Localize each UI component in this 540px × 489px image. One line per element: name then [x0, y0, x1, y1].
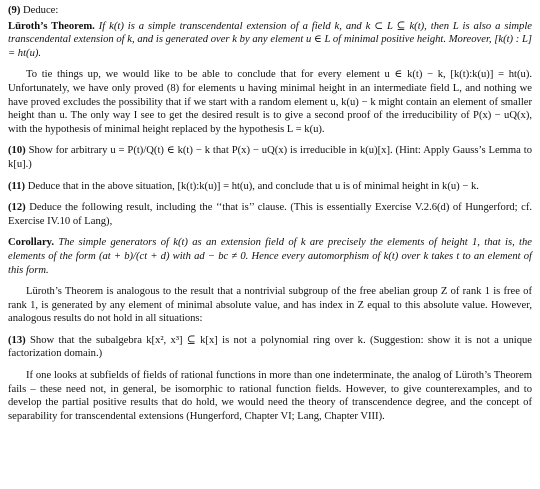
exercise-text: Deduce the following result, including the ‘‘that is’’ clause. (This is essentially Exercise V.2.6(d) of Hungerford; cf. Exercise IV.10 of Lang), — [8, 202, 532, 227]
theorem-heading: Lüroth’s Theorem. — [8, 20, 95, 32]
exercise-number: (13) — [8, 334, 26, 346]
body-paragraph-tie: To tie things up, we would like to be able to conclude that for every element u ∈ k(t) − k, [k(t):k(u)] = ht(u). Unfortunately, we have only proved (8) for elements u having minimal height in an intermediate field L, and nothing we have proved excludes the possibility that if we start with a random element u, k(u) − k might contain an element of smaller height than u. The only way I see to get the desired result is to give a second proof of the irreducibility of P(x) − uQ(x), with the hypothesis of minimal height replaced by the hypothesis L = k(u). — [8, 69, 532, 135]
exercise-13 — [8, 334, 532, 361]
exercise-text: Show for arbitrary u = P(t)/Q(t) ∈ k(t) − k that P(x) − uQ(x) is irreducible in k(u)[x]. (Hint: Apply Gauss’s Lemma to k[u].) — [8, 145, 533, 170]
exercise-number: (9) — [8, 5, 21, 16]
corollary-heading: Corollary. — [8, 237, 55, 249]
exercise-number: (12) — [8, 202, 26, 214]
exercise-12 — [8, 201, 532, 228]
exercise-10 — [8, 144, 532, 171]
exercise-number: (10) — [8, 145, 26, 157]
exercise-9 — [8, 4, 532, 18]
body-paragraph-final: If one looks at subfields of fields of rational functions in more than one indeterminate, the analog of Lüroth’s Theorem fails – these need not, in general, be isomorphic to rational function fields. However, to give counterexamples, and to develop the partial positive results that do hold, we would need the theory of transcendence degree, and the concept of separability for transcendental extensions (Hungerford, Chapter VI; Lang, Chapter VIII). — [8, 370, 532, 422]
exercise-number: (11) — [8, 180, 26, 192]
corollary — [8, 236, 532, 277]
theorem-statement: If k(t) is a simple transcendental extension of a field k, and k ⊂ L ⊆ k(t), then L is also a simple transcendental extension of k, and is generated over k by any element u ∈ L of minimal positive height. Moreover, [k(t) : L] = ht(u). — [8, 20, 532, 59]
luroth-theorem — [8, 20, 532, 61]
exercise-text: Deduce: — [23, 5, 59, 16]
exercise-text: Show that the subalgebra k[x², x³] ⊆ k[x] is not a polynomial ring over k. (Suggestion: show it is not a unique factorization domain.) — [8, 334, 532, 360]
body-paragraph-analog: Lüroth’s Theorem is analogous to the result that a nontrivial subgroup of the free abelian group Z of rank 1 is free of rank 1, is generated by any element of minimal absolute value, and has index in Z equal to this absolute value. However, analogous results do not hold in all situations: — [8, 286, 532, 325]
exercise-11 — [8, 180, 532, 194]
exercise-text: Deduce that in the above situation, [k(t):k(u)] = ht(u), and conclude that u is of minimal height in k(u) − k. — [27, 180, 479, 192]
corollary-statement: The simple generators of k(t) as an extension field of k are precisely the elements of height 1, that is, the elements of the form (at + b)/(ct + d) with ad − bc ≠ 0. Hence every automorphism of k(t) over k takes t to an element of this form. — [8, 237, 532, 276]
